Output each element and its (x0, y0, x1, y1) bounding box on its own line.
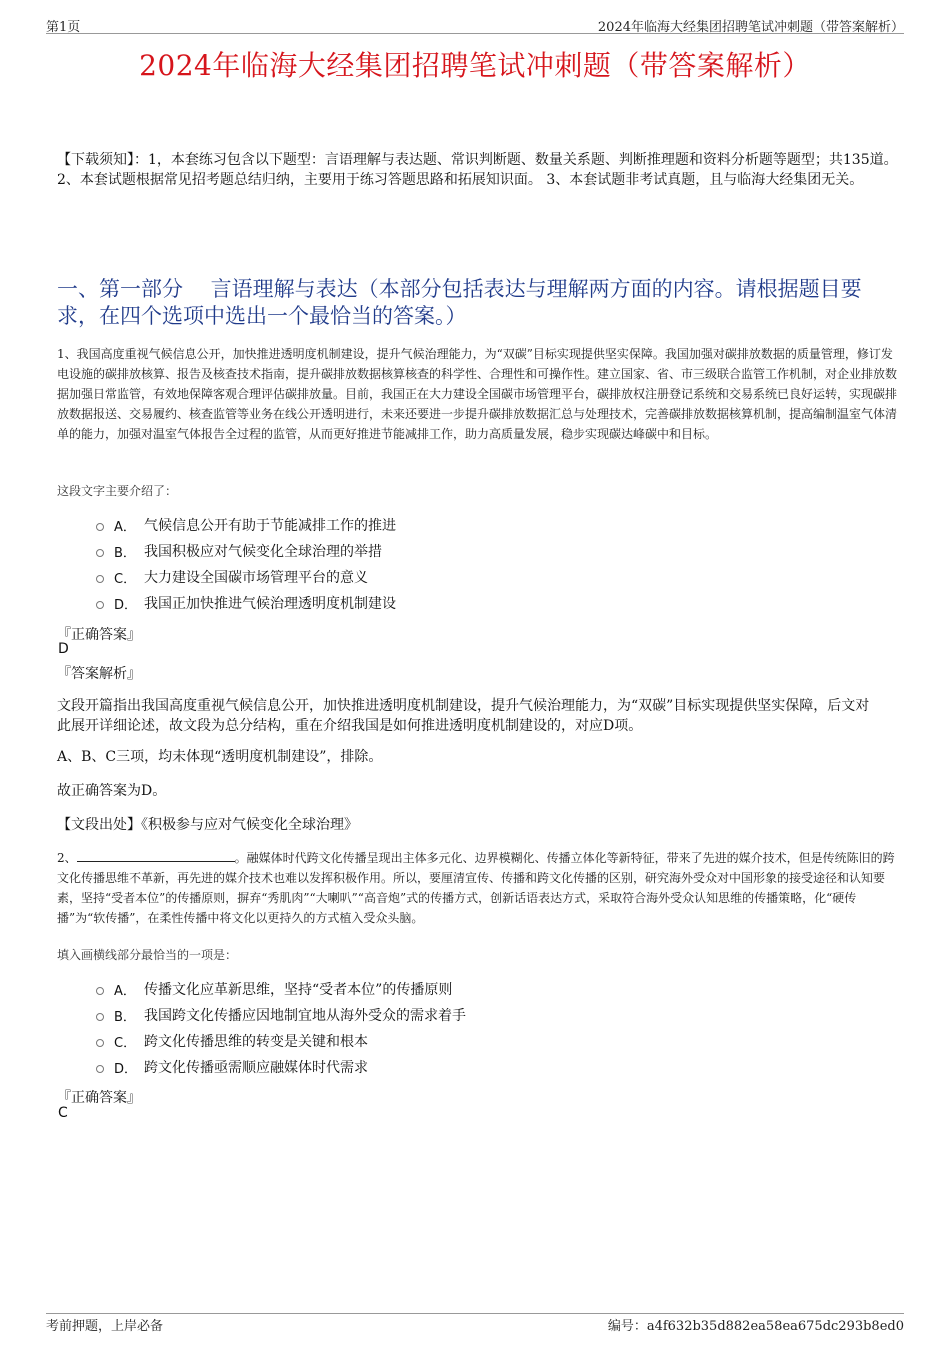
download-notice: 【下载须知】：1，本套练习包含以下题型：言语理解与表达题、常识判断题、数量关系题、判断推理题和资料分析题等题型；共135道。 2、本套试题根据常见招考题总结归纳，主要用于练习答题思路和拓展知识面。 3、本套试题非考试真题，且与临海大经集团无关。 (57, 152, 898, 188)
radio-button[interactable] (96, 1065, 104, 1073)
analysis-paragraph: A、B、C三项，均未体现“透明度机制建设”，排除。 (57, 749, 383, 765)
radio-button[interactable] (96, 575, 104, 583)
option-b[interactable]: B． 我国跨文化传播应因地制宜地从海外受众的需求着手 (96, 1002, 466, 1028)
answer-label: 『正确答案』 (57, 627, 141, 643)
question-2-options (96, 976, 466, 1080)
radio-button[interactable] (96, 523, 104, 531)
answer-value: D (58, 641, 69, 657)
page-number: 第1页 (46, 20, 81, 35)
option-a[interactable]: A． 气候信息公开有助于节能减排工作的推进 (96, 512, 396, 538)
footer-slogan: 考前押题，上岸必备 (46, 1319, 164, 1334)
question-1-text: 1、我国高度重视气候信息公开，加快推进透明度机制建设，提升气候治理能力，为“双碳”目标实现提供坚实保障。我国加强对碳排放数据的质量管理，修订发电设施的碳排放核算、报告及核查技术指南，提升碳排放数据核算核查的科学性、合理性和可操作性。建立国家、省、市三级联合监管工作机制，对企业排放数据加强日常监管，有效地保障客观合理评估碳排放量。目前，我国正在大力建设全国碳市场管理平台，碳排放权注册登记系统和交易系统已良好运转，实现碳排放数据报送、交易履约、核查监管等业务在线公开透明进行，未来还要进一步提升碳排放数据汇总与处理技术，完善碳排放数据核算机制，提高编制温室气体清单的能力，加强对温室气体报告全过程的监管，从而更好推进节能减排工作，助力高质量发展，稳步实现碳达峰碳中和目标。 (57, 347, 898, 441)
answer-value: C (58, 1105, 68, 1121)
radio-button[interactable] (96, 987, 104, 995)
option-c[interactable]: C． 跨文化传播思维的转变是关键和根本 (96, 1028, 466, 1054)
analysis-conclusion: 故正确答案为D。 (57, 783, 167, 799)
question-1-prompt: 这段文字主要介绍了： (57, 484, 178, 498)
question-1-options (96, 512, 396, 616)
fill-in-blank (77, 849, 235, 862)
option-d[interactable]: D． 我国正加快推进气候治理透明度机制建设 (96, 590, 396, 616)
header-title: 2024年临海大经集团招聘笔试冲刺题（带答案解析） (597, 20, 904, 35)
question-2-text: 2、 。融媒体时代跨文化传播呈现出主体多元化、边界模糊化、传播立体化等新特征，带来了先进的媒介技术，但是传统陈旧的跨文化传播思维不革新，再先进的媒介技术也难以发挥积极作用。所以，要厘清宣传、传播和跨文化传播的区别，研究海外受众对中国形象的接受途径和认知要素，坚持“受者本位”的传播原则，摒弃“秀肌肉”“大喇叭”“高音炮”式的传播方式，创新话语表达方式，采取符合海外受众认知思维的传播策略，化“硬传播”为“软传播”，在柔性传播中将文化以更持久的方式植入受众头脑。 (57, 851, 895, 925)
analysis-label: 『答案解析』 (57, 666, 141, 682)
page-footer (46, 1313, 904, 1334)
document-title: 2024年临海大经集团招聘笔试冲刺题（带答案解析） (139, 49, 811, 82)
radio-button[interactable] (96, 1039, 104, 1047)
page-header (46, 14, 904, 34)
question-2-prompt: 填入画横线部分最恰当的一项是： (57, 948, 238, 962)
text-source: 【文段出处】《积极参与应对气候变化全球治理》 (57, 817, 358, 833)
option-c[interactable]: C． 大力建设全国碳市场管理平台的意义 (96, 564, 396, 590)
option-d[interactable]: D． 跨文化传播亟需顺应融媒体时代需求 (96, 1054, 466, 1080)
radio-button[interactable] (96, 549, 104, 557)
radio-button[interactable] (96, 601, 104, 609)
radio-button[interactable] (96, 1013, 104, 1021)
answer-label: 『正确答案』 (57, 1090, 141, 1106)
option-b[interactable]: B． 我国积极应对气候变化全球治理的举措 (96, 538, 396, 564)
analysis-paragraph: 文段开篇指出我国高度重视气候信息公开，加快推进透明度机制建设，提升气候治理能力，为“双碳”目标实现提供坚实保障，后文对此展开详细论述，故文段为总分结构，重在介绍我国是如何推进透明度机制建设的，对应D项。 (57, 698, 870, 734)
option-a[interactable]: A． 传播文化应革新思维，坚持“受者本位”的传播原则 (96, 976, 466, 1002)
document-id: 编号：a4f632b35d882ea58ea675dc293b8ed0 (607, 1319, 904, 1334)
section-title: 一、第一部分 言语理解与表达（本部分包括表达与理解两方面的内容。请根据题目要求，在四个选项中选出一个最恰当的答案。） (57, 277, 862, 328)
